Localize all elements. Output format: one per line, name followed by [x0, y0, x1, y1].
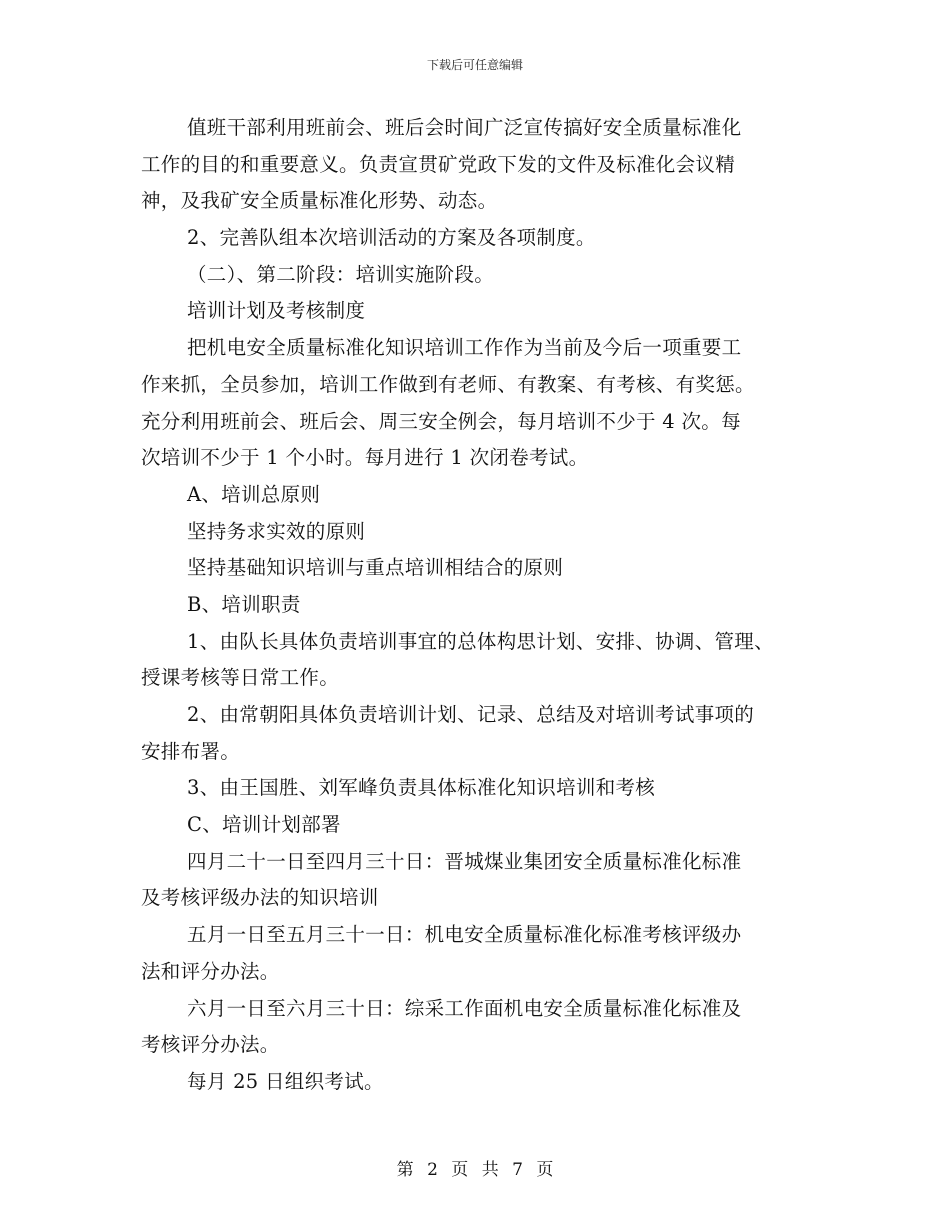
current-page-number: 2: [427, 1160, 438, 1180]
paragraph-line: 六月一日至六月三十日：综采工作面机电安全质量标准化标准及: [187, 996, 742, 1020]
paragraph-line: 神，及我矿安全质量标准化形势、动态。: [141, 189, 498, 213]
footer-ye: 页: [451, 1160, 469, 1180]
document-body: [141, 110, 826, 1101]
section-heading: C、培训计划部署: [187, 813, 341, 837]
paragraph-line: 授课考核等日常工作。: [141, 666, 340, 690]
paragraph-line: 作来抓，全员参加，培训工作做到有老师、有教案、有考核、有奖惩。: [141, 372, 755, 396]
page-number-footer: [0, 1155, 950, 1180]
paragraph-line: 坚持务求实效的原则: [187, 519, 366, 543]
section-heading: A、培训总原则: [187, 482, 321, 506]
paragraph-line: 法和评分办法。: [141, 959, 280, 983]
paragraph-line: 四月二十一日至四月三十日：晋城煤业集团安全质量标准化标准: [187, 849, 742, 873]
paragraph-line: 3、由王国胜、刘军峰负责具体标准化知识培训和考核: [187, 776, 656, 800]
paragraph-line: 2、由常朝阳具体负责培训计划、记录、总结及对培训考试事项的: [187, 703, 755, 726]
page-header-note: 下载后可任意编辑: [426, 58, 523, 72]
paragraph-line: 2、完善队组本次培训活动的方案及各项制度。: [187, 226, 596, 250]
footer-di: 第: [396, 1160, 414, 1180]
footer-ye2: 页: [536, 1160, 554, 1180]
paragraph-line: 及考核评级办法的知识培训: [141, 886, 379, 910]
paragraph-line: 考核评分办法。: [141, 1033, 280, 1057]
paragraph-line: 把机电安全质量标准化知识培训工作作为当前及今后一项重要工: [187, 336, 742, 360]
paragraph-line: 每月 25 日组织考试。: [187, 1069, 384, 1093]
paragraph-line: 五月一日至五月三十一日：机电安全质量标准化标准考核评级办: [187, 923, 742, 947]
paragraph-line: 次培训不少于 1 个小时。每月进行 1 次闭卷考试。: [141, 446, 589, 470]
total-page-count: 7: [512, 1160, 523, 1180]
section-heading: B、培训职责: [187, 592, 301, 616]
paragraph-line: 工作的目的和重要意义。负责宣贯矿党政下发的文件及标准化会议精: [141, 152, 736, 176]
section-heading: （二）、第二阶段：培训实施阶段。: [187, 262, 495, 286]
paragraph-line: 安排布署。: [141, 739, 241, 763]
paragraph-line: 坚持基础知识培训与重点培训相结合的原则: [187, 556, 564, 580]
paragraph-line: 值班干部利用班前会、班后会时间广泛宣传搞好安全质量标准化: [187, 116, 742, 139]
section-heading: 培训计划及考核制度: [187, 299, 366, 323]
paragraph-line: 充分利用班前会、班后会、周三安全例会，每月培训不少于 4 次。每: [141, 409, 741, 433]
footer-gong: 共: [481, 1160, 499, 1180]
paragraph-line: 1、由队长具体负责培训事宜的总体构思计划、安排、协调、管理、: [187, 629, 774, 653]
